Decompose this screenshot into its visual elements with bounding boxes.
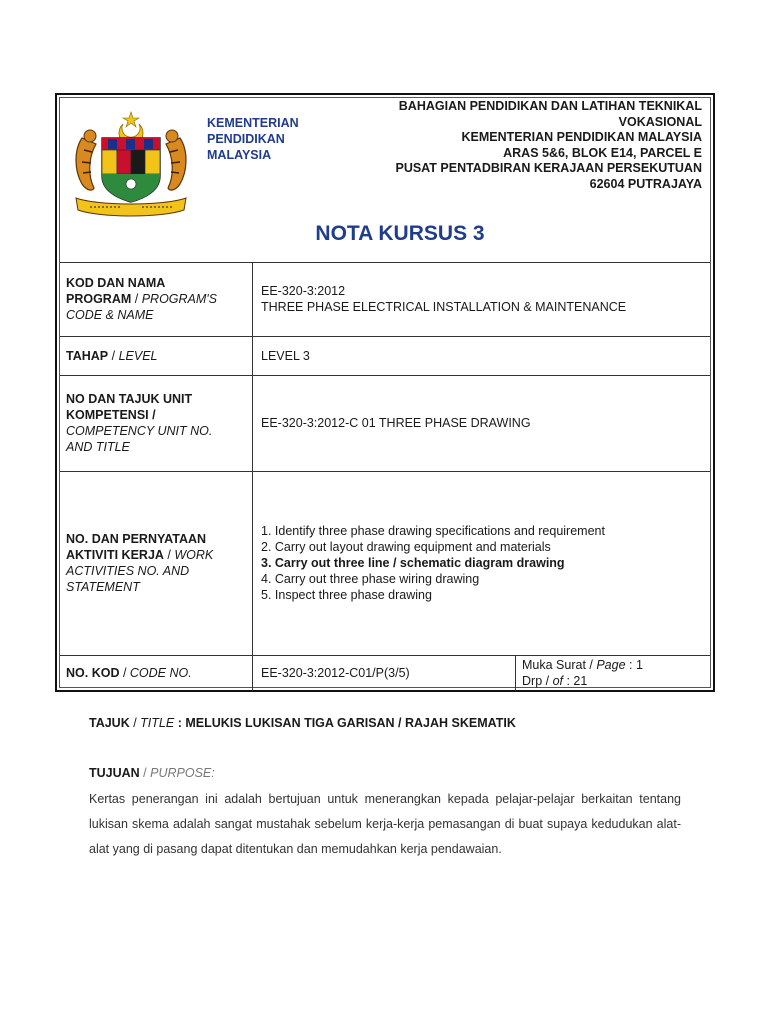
course-note-table [59,97,711,688]
level-label [60,336,253,375]
lesson-title-text: : MELUKIS LUKISAN TIGA GARISAN / RAJAH SKEMATIK [174,716,516,730]
ministry-line: MALAYSIA [207,148,272,162]
unit-label-en-2: AND TITLE [66,440,130,454]
label-separator: / [139,766,151,780]
malaysia-coat-of-arms-icon [68,110,194,220]
competency-unit-value: EE-320-3:2012-C 01 THREE PHASE DRAWING [261,416,531,430]
activity-item: 2. Carry out layout drawing equipment and materials [261,540,551,554]
label-separator: / [163,548,175,562]
title-label-ms: TAJUK [89,716,130,730]
document-title: NOTA KURSUS 3 [315,222,485,245]
activities-label-en-3: STATEMENT [66,580,140,594]
page-info [515,655,710,691]
competency-unit-row [60,375,710,472]
competency-unit-label [60,375,253,471]
program-label-en-2: CODE & NAME [66,308,154,322]
label-separator: / [129,716,141,730]
address-line: 62604 PUTRAJAYA [589,176,702,191]
work-activities-row [60,471,710,656]
unit-label-ms: NO DAN TAJUK UNIT [66,392,193,406]
address-line: KEMENTERIAN PENDIDIKAN MALAYSIA [461,130,702,144]
activities-label-en-2: ACTIVITIES NO. AND [66,564,190,578]
program-value [253,262,710,336]
department-address [395,99,702,192]
lesson-title [89,716,681,730]
purpose-label-en: PURPOSE: [150,766,215,780]
level-value: LEVEL 3 [261,348,310,363]
program-label [60,262,253,336]
ministry-line: PENDIDIKAN [207,132,285,146]
title-label-en: TITLE [140,716,175,730]
unit-label-ms-2: KOMPETENSI / [66,408,156,422]
program-label-ms-2: PROGRAM [66,292,132,306]
activity-item: 1. Identify three phase drawing specifications and requirement [261,524,605,538]
code-label-ms: NO. KOD [66,666,120,680]
activities-label-ms: NO. DAN PERNYATAAN [66,532,207,546]
ministry-name [207,115,299,163]
level-label-ms: TAHAP [66,348,109,363]
activities-label-ms-2: AKTIVITI KERJA [66,548,164,562]
page-number: Muka Surat / Page : 1 [522,658,643,672]
activities-label-en: WORK [174,548,214,562]
level-row [60,336,710,376]
activity-item: 4. Carry out three phase wiring drawing [261,572,480,586]
code-label [60,655,253,691]
unit-label-en: COMPETENCY UNIT NO. [66,424,213,438]
address-line: VOKASIONAL [618,114,702,129]
program-row [60,262,710,337]
address-line: BAHAGIAN PENDIDIKAN DAN LATIHAN TEKNIKAL [398,99,702,113]
purpose-heading [89,766,681,780]
label-separator: / [131,292,142,306]
activity-item-current: 3. Carry out three line / schematic diagram drawing [261,556,565,570]
program-label-en: PROGRAM'S [141,292,218,306]
purpose-paragraph: Kertas penerangan ini adalah bertujuan untuk menerangkan kepada pelajar-pelajar berkaitan tentang lukisan skema adalah sangat mustahak sebelum kerja-kerja pemasangan di buat supaya kedudukan alat-alat yang di pasang dapat ditentukan dan memudahkan kerja pendawaian. [89,792,681,856]
purpose-label-ms: TUJUAN [89,766,140,780]
document-header [60,98,710,263]
level-label-en: LEVEL [118,348,158,363]
label-separator: / [108,348,119,363]
page-total: Drp / of : 21 [522,674,588,688]
label-separator: / [119,666,130,680]
program-code: EE-320-3:2012 [261,284,346,298]
ministry-line: KEMENTERIAN [207,116,299,130]
address-line: PUSAT PENTADBIRAN KERAJAAN PERSEKUTUAN [395,161,702,175]
program-name: THREE PHASE ELECTRICAL INSTALLATION & MAINTENANCE [261,300,627,314]
code-label-en: CODE NO. [129,666,192,680]
address-line: ARAS 5&6, BLOK E14, PARCEL E [503,145,702,160]
work-activities-list [253,471,710,655]
work-activities-label [60,471,253,655]
code-value: EE-320-3:2012-C01/P(3/5) [261,666,410,680]
activity-item: 5. Inspect three phase drawing [261,588,432,602]
course-note-frame [55,93,715,692]
program-label-ms: KOD DAN NAMA [66,276,166,290]
code-row [60,655,710,691]
